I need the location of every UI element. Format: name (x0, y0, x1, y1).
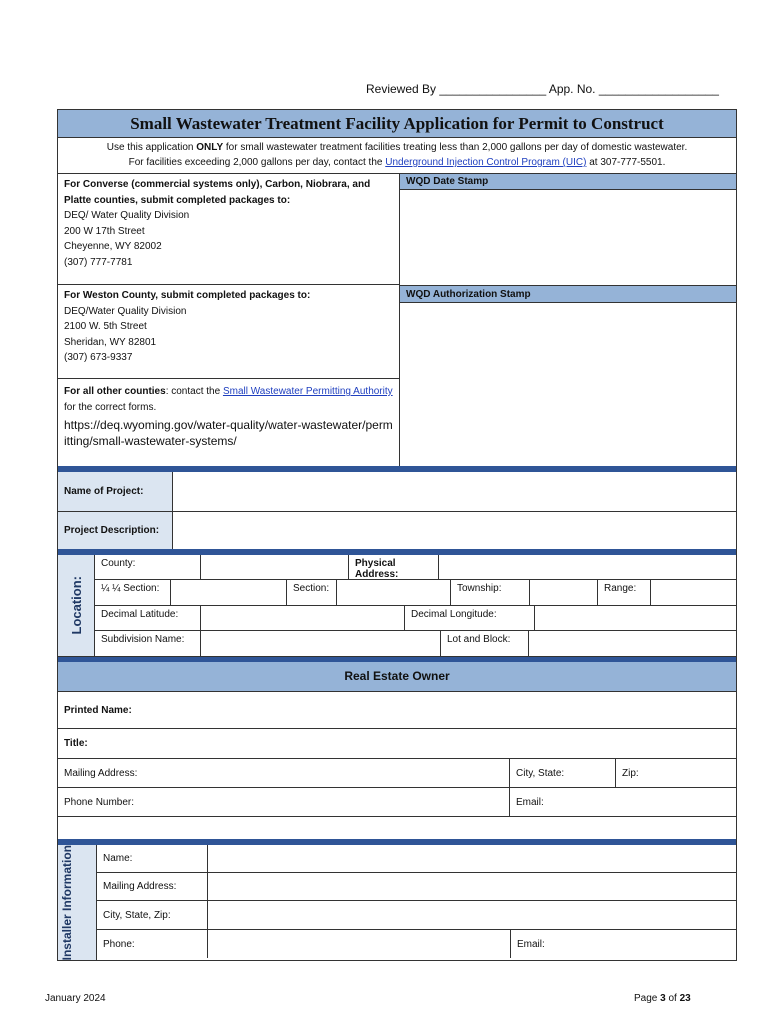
page-number: 3 (660, 993, 666, 1004)
intro-only: ONLY (196, 142, 224, 153)
owner-city-state-label: City, State: (510, 759, 616, 787)
owner-zip-label: Zip: (622, 767, 639, 779)
subdivision-input[interactable] (201, 631, 441, 656)
weston-address-3: Sheridan, WY 82801 (64, 336, 157, 348)
physical-address-label: Physical Address: (349, 555, 439, 579)
quarter-section-input[interactable] (171, 580, 287, 605)
township-input[interactable] (530, 580, 598, 605)
project-name-label: Name of Project: (58, 472, 173, 511)
installer-mailing-input[interactable] (208, 873, 736, 900)
intro-text (58, 138, 736, 174)
permitting-authority-link[interactable]: Small Wastewater Permitting Authority (222, 386, 393, 397)
installer-grid (97, 845, 736, 960)
latitude-label: Decimal Latitude: (95, 606, 201, 630)
installer-name-label: Name: (97, 845, 208, 872)
location-grid (95, 555, 736, 656)
subdivision-label: Subdivision Name: (95, 631, 201, 656)
location-side (58, 555, 95, 656)
intro-text-1: Use this application (106, 142, 197, 153)
installer-city-label: City, State, Zip: (97, 901, 208, 929)
township-label: Township: (451, 580, 530, 605)
project-desc-row (58, 512, 736, 549)
converse-block (58, 174, 399, 285)
footer-page (634, 993, 691, 1004)
section-input[interactable] (337, 580, 451, 605)
date-stamp-area (400, 190, 736, 286)
location-section (58, 555, 736, 657)
page-of: of (665, 993, 680, 1004)
quarter-section-label: ¼ ¼ Section: (95, 580, 171, 605)
owner-heading: Real Estate Owner (58, 662, 736, 692)
other-heading: For all other counties (64, 386, 166, 397)
installer-email-label: Email: (517, 938, 545, 950)
page-word: Page (634, 993, 661, 1004)
installer-phone-input[interactable] (208, 930, 511, 958)
installer-title: Installer Information (60, 845, 74, 961)
owner-spacer (58, 817, 736, 839)
installer-name-input[interactable] (208, 845, 736, 872)
submission-left (58, 174, 400, 466)
date-stamp-label: WQD Date Stamp (400, 174, 736, 190)
project-name-row (58, 472, 736, 512)
stamp-column (400, 174, 736, 466)
converse-address-2: 200 W 17th Street (64, 225, 145, 237)
intro-text-2: for small wastewater treatment facilities treating less than 2,000 gallons per day of domestic wastewater. (223, 142, 688, 153)
project-name-input[interactable] (173, 472, 736, 511)
printed-name-label: Printed Name: (64, 704, 132, 716)
owner-title-label: Title: (64, 738, 88, 749)
other-text-1: : contact the (165, 386, 223, 397)
form-title: Small Wastewater Treatment Facility Application for Permit to Construct (58, 110, 736, 138)
longitude-label: Decimal Longitude: (405, 606, 535, 630)
project-desc-label: Project Description: (58, 512, 173, 549)
range-label: Range: (598, 580, 651, 605)
physical-address-input[interactable] (439, 555, 736, 579)
owner-mailing-label: Mailing Address: (58, 759, 510, 787)
uic-link[interactable]: Underground Injection Control Program (UIC) (385, 157, 587, 168)
weston-address-2: 2100 W. 5th Street (64, 321, 147, 332)
auth-stamp-area (400, 303, 736, 466)
footer-date: January 2024 (45, 993, 106, 1004)
owner-email-label: Email: (516, 796, 544, 808)
weston-heading: For Weston County, submit completed packages to: (64, 290, 311, 301)
other-counties-block (58, 379, 399, 465)
weston-address-4: (307) 673-9337 (64, 352, 133, 363)
installer-section (58, 845, 736, 960)
installer-city-input[interactable] (208, 901, 736, 929)
location-title: Location: (68, 576, 84, 635)
longitude-input[interactable] (535, 606, 736, 630)
converse-address-3: Cheyenne, WY 82002 (64, 241, 162, 252)
lot-block-input[interactable] (529, 631, 736, 656)
submission-section (58, 174, 736, 466)
intro-text-3: For facilities exceeding 2,000 gallons per day, contact the (128, 157, 386, 168)
weston-address-1: DEQ/Water Quality Division (64, 305, 187, 317)
converse-address-4: (307) 777-7781 (64, 256, 133, 268)
weston-block (58, 285, 399, 379)
installer-phone-label: Phone: (97, 930, 208, 958)
auth-stamp-label: WQD Authorization Stamp (400, 286, 736, 303)
application-form (57, 109, 737, 961)
installer-side (58, 845, 97, 960)
range-input[interactable] (651, 580, 736, 605)
owner-phone-label: Phone Number: (58, 788, 510, 816)
latitude-input[interactable] (201, 606, 405, 630)
installer-mailing-label: Mailing Address: (97, 873, 208, 900)
project-desc-input[interactable] (173, 512, 736, 549)
page-total: 23 (679, 993, 691, 1004)
reviewed-by-line: Reviewed By ________________ App. No. __________________ (366, 82, 719, 96)
county-label: County: (95, 555, 201, 579)
converse-address-1: DEQ/ Water Quality Division (64, 210, 190, 221)
deq-url[interactable]: https://deq.wyoming.gov/water-quality/water-wastewater/permitting/small-wastewater-systems/ (64, 418, 393, 448)
county-input[interactable] (201, 555, 349, 579)
section-label: Section: (287, 580, 337, 605)
intro-text-4: at 307-777-5501. (586, 157, 666, 168)
lot-block-label: Lot and Block: (441, 631, 529, 656)
other-text-2: for the correct forms. (64, 401, 157, 413)
converse-heading: For Converse (commercial systems only), Carbon, Niobrara, and Platte counties, submit completed packages to: (64, 179, 371, 206)
